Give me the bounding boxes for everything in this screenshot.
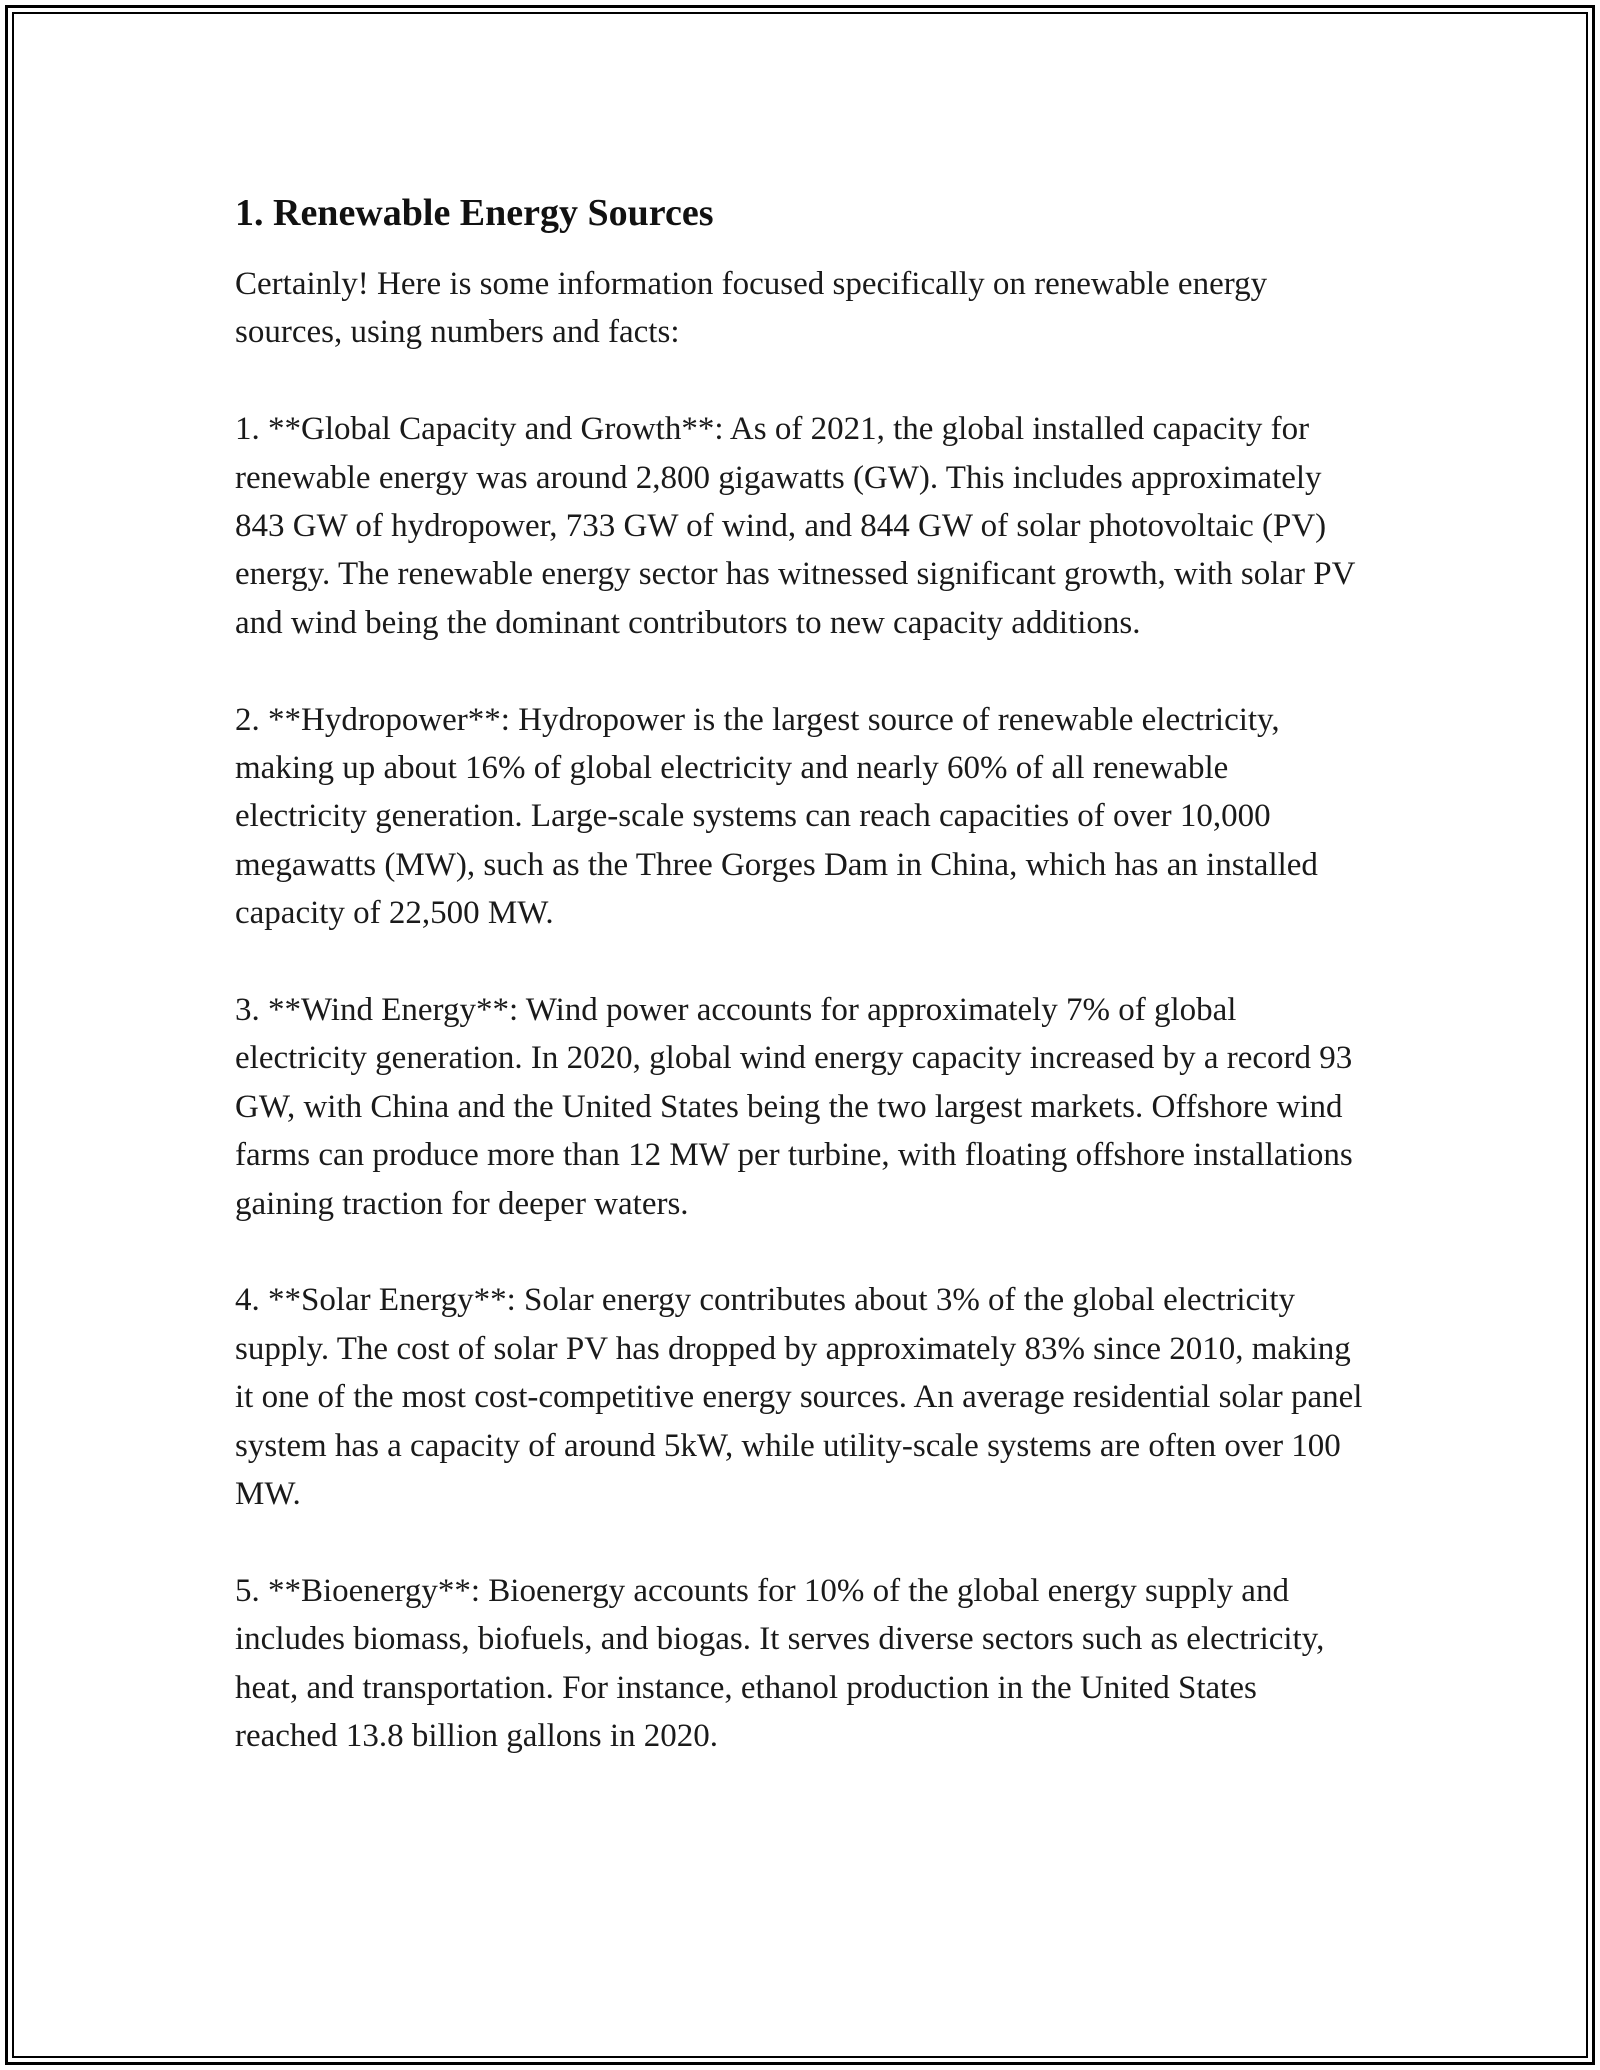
item-hydropower: 2. **Hydropower**: Hydropower is the largest source of renewable electricity, making up about 16% of global electricity and nearly 60% of all renewable electricity generation. Large-scale systems can reach capacities of over 10,000 megawatts (MW), such as the Three Gorges Dam in China, which has an installed capacity of 22,500 MW. [235,701,1318,932]
item-solar-energy: 4. **Solar Energy**: Solar energy contributes about 3% of the global electricity supply. The cost of solar PV has dropped by approximately 83% since 2010, making it one of the most cost-competitive energy sources. An average residential solar panel system has a capacity of around 5kW, while utility-scale systems are often over 100 MW. [235,1282,1363,1513]
item-wind-energy: 3. **Wind Energy**: Wind power accounts for approximately 7% of global electricity generation. In 2020, global wind energy capacity increased by a record 93 GW, with China and the United States being the two largest markets. Offshore wind farms can produce more than 12 MW per turbine, with floating offshore installations gaining traction for deeper waters. [235,992,1353,1222]
document-body [235,188,1365,1809]
item-global-capacity: 1. **Global Capacity and Growth**: As of 2021, the global installed capacity for renewable energy was around 2,800 gigawatts (GW). This includes approximately 843 GW of hydropower, 733 GW of wind, and 844 GW of solar photovoltaic (PV) energy. The renewable energy sector has witnessed significant growth, with solar PV and wind being the dominant contributors to new capacity additions. [235,411,1355,641]
intro-paragraph: Certainly! Here is some information focused specifically on renewable energy sources, using numbers and facts: [235,266,1268,351]
section-heading: 1. Renewable Energy Sources [235,192,714,234]
item-bioenergy: 5. **Bioenergy**: Bioenergy accounts for 10% of the global energy supply and includes biomass, biofuels, and biogas. It serves diverse sectors such as electricity, heat, and transportation. For instance, ethanol production in the United States reached 13.8 billion gallons in 2020. [235,1572,1325,1755]
